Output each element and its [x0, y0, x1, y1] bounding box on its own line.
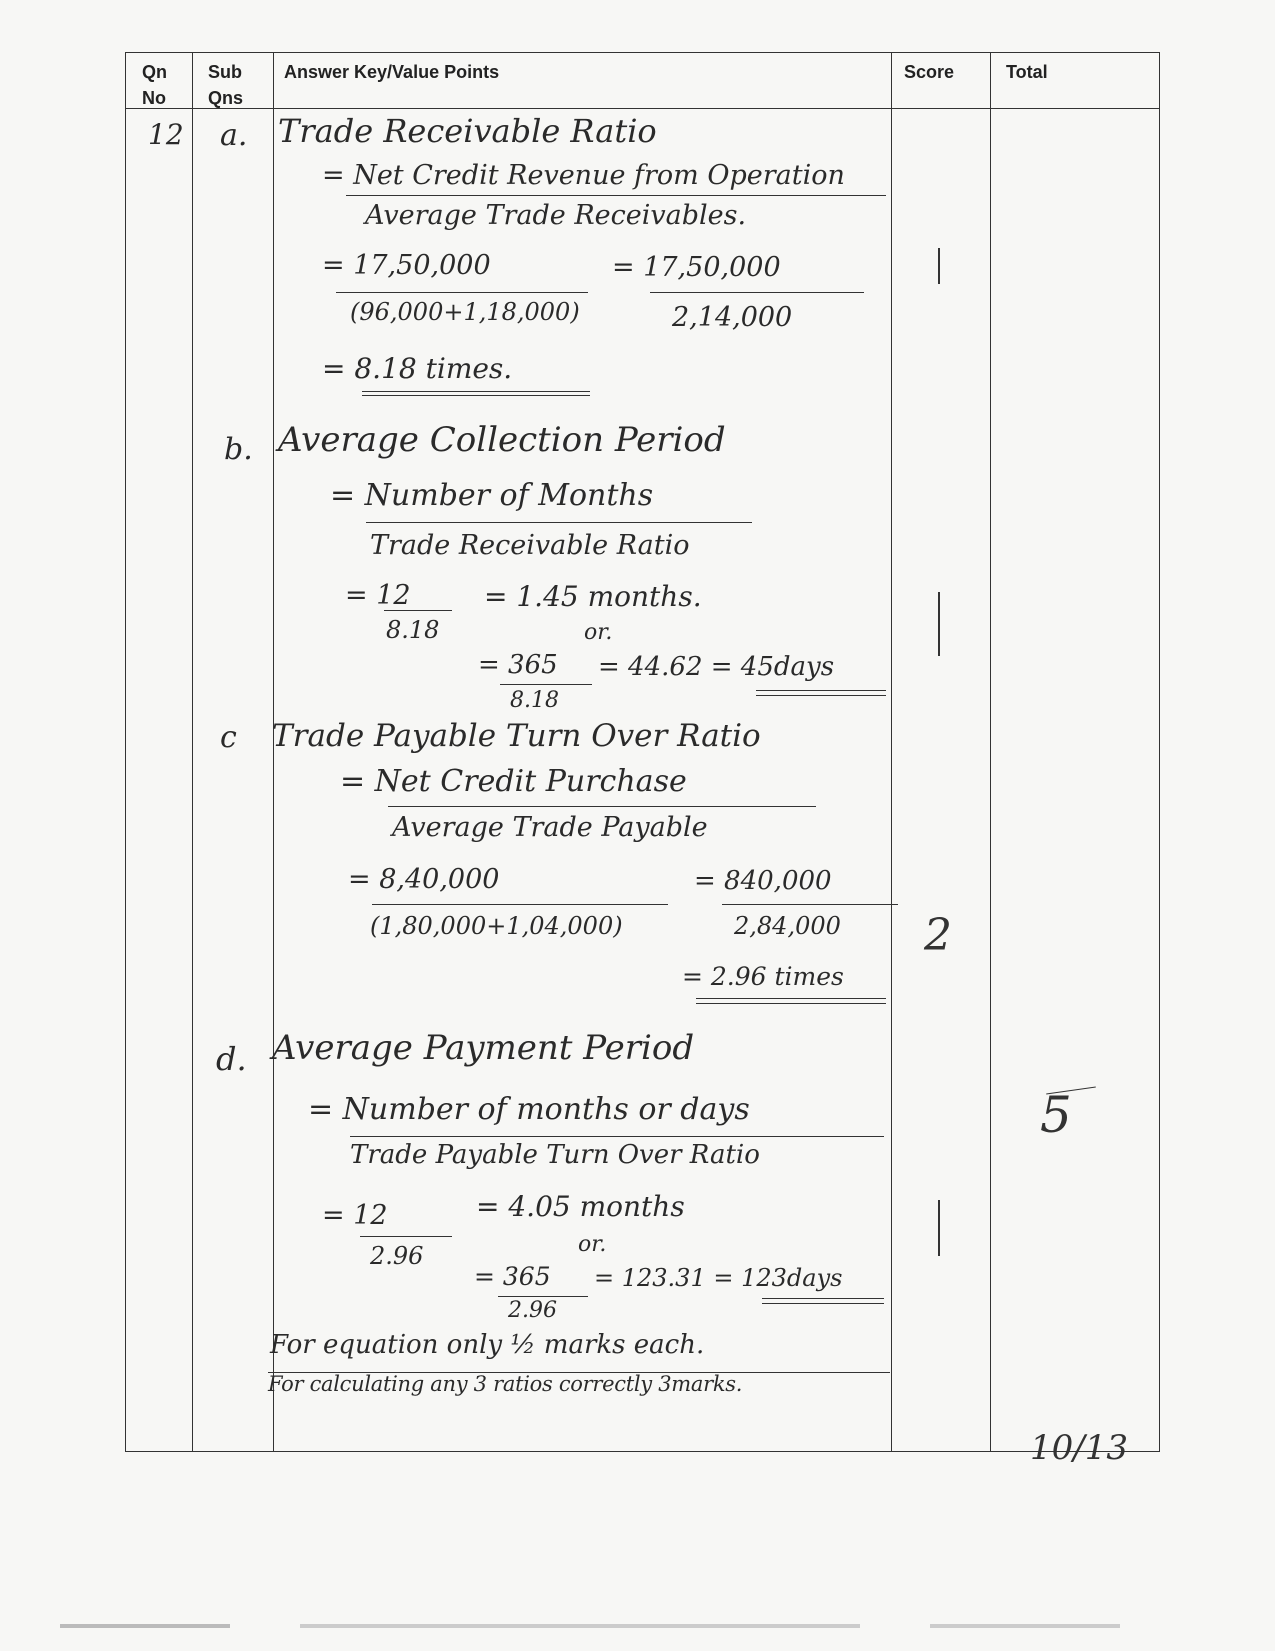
part-c-result: = 2.96 times — [682, 962, 844, 991]
part-d-denominator: Trade Payable Turn Over Ratio — [350, 1140, 760, 1170]
part-b-or: or. — [584, 620, 613, 645]
part-a-calc-den-2: 2,14,000 — [672, 302, 793, 333]
part-a-numerator: = Net Credit Revenue from Operation — [322, 160, 845, 191]
part-c-score: 2 — [924, 910, 952, 961]
part-b-calc-2-result: = 44.62 = 45days — [598, 652, 835, 682]
part-c-fraction-line — [388, 806, 816, 807]
part-a-label: a. — [220, 118, 248, 153]
part-b-result-underline — [756, 690, 886, 691]
part-b-score — [950, 600, 951, 601]
part-b-calc-2-line — [500, 684, 592, 685]
col-divider-score — [990, 53, 991, 1451]
part-a-result-underline — [362, 391, 590, 392]
part-a-denominator: Average Trade Receivables. — [365, 200, 747, 231]
part-b-score-mark — [938, 592, 940, 656]
part-d-calc-2-result: = 123.31 = 123days — [594, 1264, 843, 1292]
part-a-score — [950, 250, 951, 251]
scan-artifact-left — [60, 1624, 230, 1628]
header-qn-no: Qn No — [142, 62, 167, 108]
part-c-calc-line-2 — [722, 904, 898, 905]
part-b-calc-2: = 365 — [478, 650, 558, 680]
part-d-calc-1: = 12 — [322, 1200, 388, 1231]
note-line-1: For equation only ½ marks each. — [270, 1330, 705, 1360]
part-d-score-mark — [938, 1200, 940, 1256]
part-b-calc-1-result: = 1.45 months. — [484, 580, 702, 613]
header-total: Total — [1006, 62, 1048, 82]
part-c-calc-num-2: = 840,000 — [694, 866, 832, 896]
part-d-score — [950, 1210, 951, 1211]
part-a-calc-line-1 — [336, 292, 588, 293]
part-d-label: d. — [216, 1040, 247, 1078]
col-divider-answer — [891, 53, 892, 1451]
part-b-calc-1-den: 8.18 — [386, 616, 440, 644]
header-divider — [126, 108, 1159, 109]
scan-artifact-middle — [300, 1624, 860, 1628]
part-c-calc-num-1: = 8,40,000 — [348, 864, 500, 895]
part-d-or: or. — [578, 1232, 607, 1257]
total-score: 5 — [1040, 1086, 1072, 1144]
col-divider-qn — [192, 53, 193, 1451]
part-a-fraction-line — [346, 195, 886, 196]
part-a-calc-num-1: = 17,50,000 — [322, 250, 491, 281]
header-sub-qns: Sub Qns — [208, 62, 244, 108]
header-score: Score — [904, 62, 955, 82]
part-d-calc-1-den: 2.96 — [370, 1242, 424, 1270]
header-answer-key: Answer Key/Value Points — [284, 62, 500, 82]
part-d-calc-2: = 365 — [474, 1262, 551, 1291]
part-a-title: Trade Receivable Ratio — [278, 112, 657, 150]
part-d-fraction-line — [350, 1136, 884, 1137]
part-b-result-underline-2 — [756, 695, 886, 696]
part-d-calc-1-result: = 4.05 months — [476, 1190, 685, 1223]
part-c-calc-den-2: 2,84,000 — [734, 912, 841, 940]
part-b-calc-2-den: 8.18 — [510, 688, 559, 713]
page-number: 10/13 — [1030, 1428, 1128, 1468]
part-c-result-underline-2 — [696, 1003, 886, 1004]
part-b-title: Average Collection Period — [278, 420, 726, 460]
part-d-calc-1-line — [360, 1236, 452, 1237]
part-d-numerator: = Number of months or days — [308, 1092, 750, 1127]
part-d-calc-2-line — [498, 1296, 588, 1297]
part-b-denominator: Trade Receivable Ratio — [370, 530, 690, 561]
part-b-label: b. — [224, 432, 253, 467]
question-number: 12 — [148, 118, 184, 151]
scan-artifact-right — [930, 1624, 1120, 1628]
part-b-numerator: = Number of Months — [330, 478, 654, 513]
note-line-2: For calculating any 3 ratios correctly 3marks. — [268, 1372, 743, 1396]
part-b-fraction-line — [366, 522, 752, 523]
part-b-calc-1: = 12 — [345, 580, 411, 611]
part-a-calc-line-2 — [650, 292, 864, 293]
part-c-result-underline — [696, 998, 886, 999]
part-c-calc-line-1 — [372, 904, 668, 905]
part-d-result-underline — [762, 1298, 884, 1299]
part-c-label: c — [220, 720, 237, 755]
part-b-calc-1-line — [384, 610, 452, 611]
part-d-title: Average Payment Period — [272, 1028, 695, 1068]
part-c-calc-den-1: (1,80,000+1,04,000) — [370, 912, 623, 940]
part-a-calc-den-1: (96,000+1,18,000) — [350, 298, 580, 326]
part-a-result-underline-2 — [362, 395, 590, 396]
part-d-calc-2-den: 2.96 — [508, 1298, 557, 1323]
part-d-result-underline-2 — [762, 1303, 884, 1304]
part-a-result: = 8.18 times. — [322, 352, 513, 385]
part-c-denominator: Average Trade Payable — [392, 812, 708, 843]
part-a-calc-num-2: = 17,50,000 — [612, 252, 781, 283]
part-a-score-mark — [938, 248, 940, 284]
part-c-numerator: = Net Credit Purchase — [340, 764, 687, 799]
part-c-title: Trade Payable Turn Over Ratio — [272, 718, 761, 754]
